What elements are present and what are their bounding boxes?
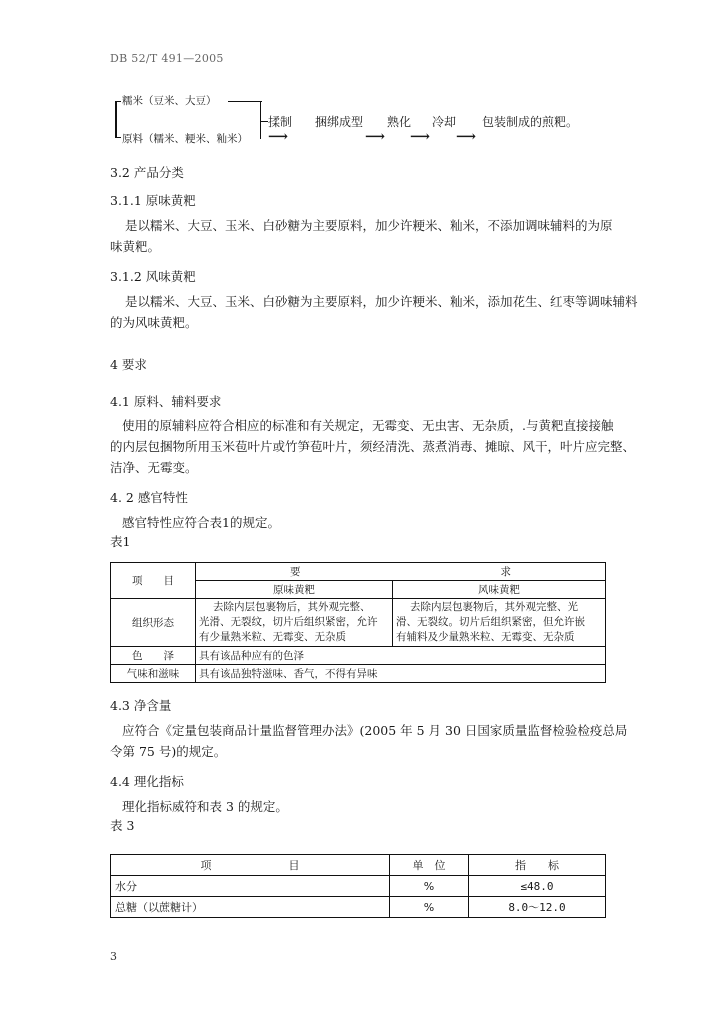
section-3-1-2-heading: 3.1.2 风味黄粑	[110, 269, 196, 284]
flow-connector	[260, 101, 261, 121]
table-header-item: 项 目	[111, 563, 196, 599]
flow-arrow-icon: ⟶	[456, 129, 477, 145]
texture-original-line: 有少量熟米粒、无霉变、无杂质	[199, 631, 346, 643]
flow-step-1: 揉制	[268, 115, 293, 129]
row-label-color: 色 泽	[111, 647, 196, 665]
section-4-1-line2: 的内层包捆物所用玉米苞叶片或竹笋苞叶片，须经清洗、蒸煮消毒、摊晾、风干，叶片应完整、	[110, 439, 636, 454]
section-3-1-2-line2: 的为风味黄粑。	[110, 315, 198, 330]
section-4-2-heading: 4. 2 感官特性	[110, 490, 188, 505]
flow-step-2: 捆绑成型	[315, 115, 364, 129]
table3-header-index: 指 标	[469, 855, 606, 876]
section-4-heading: 4 要求	[110, 357, 147, 372]
flow-arrow-icon: ⟶	[410, 129, 431, 145]
flow-step-4: 冷却	[432, 115, 457, 129]
table3-item: 总糖（以蔗糖计）	[111, 897, 390, 918]
table3-unit: %	[390, 897, 469, 918]
flow-arrow-icon: ⟶	[365, 129, 386, 145]
table3-item: 水分	[111, 876, 390, 897]
table-header-flavored: 风味黄粑	[393, 581, 606, 599]
flow-step-5: 包装制成的煎粑。	[482, 115, 579, 129]
texture-original-line: 去除内层包裹物后，其外观完整、	[213, 601, 371, 613]
row-label-texture: 组织形态	[111, 599, 196, 647]
section-4-4-text: 理化指标威符和表 3 的规定。	[122, 799, 288, 814]
smell-taste-requirement: 具有该品独特滋味、香气，不得有异味	[196, 665, 606, 683]
sensory-table	[110, 562, 606, 683]
texture-original-cell	[196, 599, 393, 647]
color-requirement: 具有该品种应有的色泽	[196, 647, 606, 665]
table-row	[111, 876, 606, 897]
table3-header-unit: 单 位	[390, 855, 469, 876]
page-number: 3	[110, 950, 117, 963]
table-header-original: 原味黄粑	[196, 581, 393, 599]
flow-step-3: 熟化	[387, 115, 412, 129]
table-header-req-part1: 要	[290, 566, 301, 578]
section-4-3-line2: 令第 75 号)的规定。	[110, 744, 227, 759]
section-4-1-line1: 使用的原辅料应符合相应的标准和有关规定，无霉变、无虫害、无杂质，.与黄粑直接接触	[122, 418, 614, 433]
flow-connector	[260, 121, 261, 139]
flow-connector	[228, 101, 262, 102]
physicochemical-table	[110, 854, 606, 918]
table3-header-item: 项 目	[111, 855, 390, 876]
texture-flavored-line: 去除内层包裹物后，其外观完整、光	[410, 601, 578, 613]
table-header-requirements	[196, 563, 606, 581]
texture-original-line: 光滑、无裂纹，切片后组织紧密，允许	[199, 616, 378, 628]
table3-unit: %	[390, 876, 469, 897]
section-4-3-heading: 4.3 净含量	[110, 698, 172, 713]
section-4-1-line3: 洁净、无霉变。	[110, 460, 198, 475]
texture-flavored-line: 滑、无裂纹。切片后组织紧密，但允许嵌	[396, 616, 585, 628]
section-4-2-text: 感官特性应符合表1的规定。	[122, 515, 280, 530]
flow-connector	[260, 121, 268, 122]
table-3-caption: 表 3	[110, 818, 135, 833]
section-3-2-heading: 3.2 产品分类	[110, 165, 184, 180]
flow-connector	[115, 137, 121, 138]
section-3-1-1-heading: 3.1.1 原味黄粑	[110, 193, 196, 208]
texture-flavored-cell	[393, 599, 606, 647]
flow-arrow-icon: ⟶	[268, 129, 289, 145]
section-3-1-1-line2: 味黄粑。	[110, 239, 161, 254]
table-row	[111, 897, 606, 918]
document-code-header: DB 52/T 491—2005	[110, 52, 224, 65]
row-label-smell-taste: 气味和滋味	[111, 665, 196, 683]
table-1-caption: 表1	[110, 534, 131, 549]
table3-value: 8.0～12.0	[469, 897, 606, 918]
section-4-1-heading: 4.1 原料、辅料要求	[110, 394, 222, 409]
section-4-3-line1: 应符合《定量包装商品计量监督管理办法》(2005 年 5 月 30 日国家质量监督检验检疫总局	[122, 723, 628, 738]
flow-bracket-left	[115, 101, 117, 137]
section-3-1-1-line1: 是以糯米、大豆、玉米、白砂糖为主要原料，加少许粳米、籼米，不添加调味辅料的为原	[125, 218, 613, 233]
section-4-4-heading: 4.4 理化指标	[110, 774, 184, 789]
table3-value: ≤48.0	[469, 876, 606, 897]
flow-connector	[115, 101, 121, 102]
process-flow-diagram	[110, 93, 630, 153]
flow-input-top: 糯米（豆米、大豆）	[122, 95, 217, 107]
section-3-1-2-line1: 是以糯米、大豆、玉米、白砂糖为主要原料，加少许粳米、籼米，添加花生、红枣等调味辅料	[125, 294, 638, 309]
texture-flavored-line: 有辅料及少量熟米粒、无霉变、无杂质	[396, 631, 575, 643]
table-header-req-part2: 求	[500, 566, 511, 578]
flow-input-bottom: 原料（糯米、粳米、籼米）	[122, 133, 248, 145]
